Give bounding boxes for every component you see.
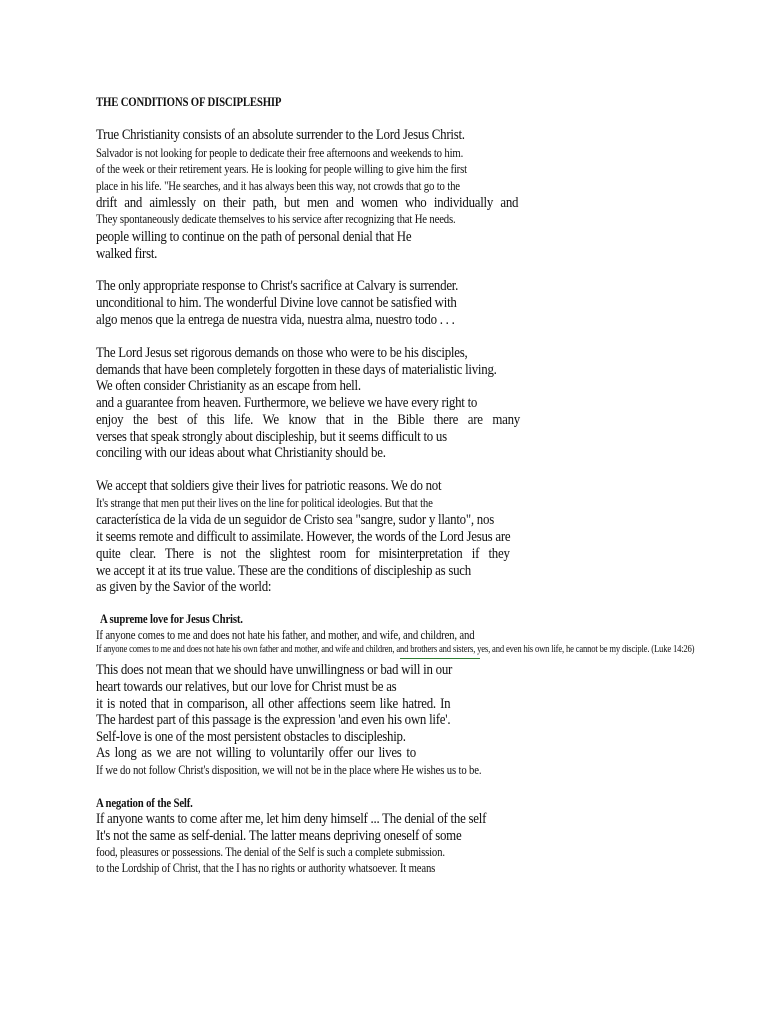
- annotation-underline: [400, 658, 480, 659]
- paragraph-4-line-6: we accept it at its true value. These are the conditions of discipleship as such: [96, 563, 471, 579]
- section-2-heading: A negation of the Self.: [96, 796, 193, 810]
- section-1-line-9: If we do not follow Christ's disposition, we will not be in the place where He wishes us to be.: [96, 763, 482, 777]
- section-1-line-5: it is noted that in comparison, all other affections seem like hatred. In: [96, 696, 451, 712]
- paragraph-2-line-2: unconditional to him. The wonderful Divine love cannot be satisfied with: [96, 295, 457, 311]
- paragraph-1-line-5: drift and aimlessly on their path, but men and women who individually and: [96, 195, 519, 211]
- section-1-line-7: Self-love is one of the most persistent obstacles to discipleship.: [96, 729, 406, 745]
- paragraph-3-line-2: demands that have been completely forgotten in these days of materialistic living.: [96, 362, 497, 378]
- paragraph-3-line-4: and a guarantee from heaven. Furthermore, we believe we have every right to: [96, 395, 478, 411]
- paragraph-1-line-2: Salvador is not looking for people to dedicate their free afternoons and weekends to him.: [96, 146, 464, 160]
- paragraph-2-line-1: The only appropriate response to Christ's sacrifice at Calvary is surrender.: [96, 278, 459, 294]
- paragraph-3-line-3: We often consider Christianity as an escape from hell.: [96, 378, 361, 394]
- paragraph-2-line-3: algo menos que la entrega de nuestra vida, nuestra alma, nuestro todo . . .: [96, 312, 455, 328]
- document-title: THE CONDITIONS OF DISCIPLESHIP: [96, 95, 282, 109]
- paragraph-4-line-7: as given by the Savior of the world:: [96, 579, 272, 595]
- paragraph-1-line-3: of the week or their retirement years. He is looking for people willing to give him the first: [96, 162, 467, 176]
- paragraph-3-line-6: verses that speak strongly about discipleship, but it seems difficult to us: [96, 429, 447, 445]
- section-1-line-4: heart towards our relatives, but our love for Christ must be as: [96, 679, 397, 695]
- paragraph-1-line-4: place in his life. "He searches, and it has always been this way, not crowds that go to the: [96, 179, 460, 193]
- paragraph-1-line-7: people willing to continue on the path of personal denial that He: [96, 229, 412, 245]
- section-1-line-6: The hardest part of this passage is the expression 'and even his own life'.: [96, 712, 451, 728]
- section-2-line-3: food, pleasures or possessions. The denial of the Self is such a complete submission.: [96, 845, 445, 859]
- paragraph-1-line-8: walked first.: [96, 246, 158, 262]
- section-1-line-3: This does not mean that we should have unwillingness or bad will in our: [96, 662, 453, 678]
- section-1-heading: A supreme love for Jesus Christ.: [100, 612, 243, 626]
- paragraph-3-line-1: The Lord Jesus set rigorous demands on those who were to be his disciples,: [96, 345, 468, 361]
- section-1-line-1: If anyone comes to me and does not hate his father, and mother, and wife, and children, and: [96, 628, 475, 642]
- paragraph-4-line-4: it seems remote and difficult to assimilate. However, the words of the Lord Jesus are: [96, 529, 511, 545]
- paragraph-3-line-5: enjoy the best of this life. We know that in the Bible there are many: [96, 412, 520, 428]
- section-2-line-4: to the Lordship of Christ, that the I has no rights or authority whatsoever. It means: [96, 861, 436, 875]
- paragraph-4-line-5: quite clear. There is not the slightest room for misinterpretation if they: [96, 546, 510, 562]
- paragraph-4-line-2: It's strange that men put their lives on the line for political ideologies. But that the: [96, 496, 433, 510]
- section-2-line-1: If anyone wants to come after me, let him deny himself ... The denial of the self: [96, 811, 487, 827]
- section-2-line-2: It's not the same as self-denial. The latter means depriving oneself of some: [96, 828, 462, 844]
- paragraph-3-line-7: conciling with our ideas about what Christianity should be.: [96, 445, 386, 461]
- paragraph-1-line-6: They spontaneously dedicate themselves to his service after recognizing that He needs.: [96, 212, 456, 226]
- paragraph-4-line-3: característica de la vida de un seguidor de Cristo sea "sangre, sudor y llanto", nos: [96, 512, 494, 528]
- paragraph-4-line-1: We accept that soldiers give their lives for patriotic reasons. We do not: [96, 478, 442, 494]
- paragraph-1-line-1: True Christianity consists of an absolute surrender to the Lord Jesus Christ.: [96, 127, 465, 143]
- section-1-scripture: If anyone comes to me and does not hate his own father and mother, and wife and children, and brothers and sisters, yes, and even his own life, he cannot be my disciple. (Luke 14:26): [96, 644, 695, 655]
- section-1-line-8: As long as we are not willing to voluntarily offer our lives to: [96, 745, 416, 761]
